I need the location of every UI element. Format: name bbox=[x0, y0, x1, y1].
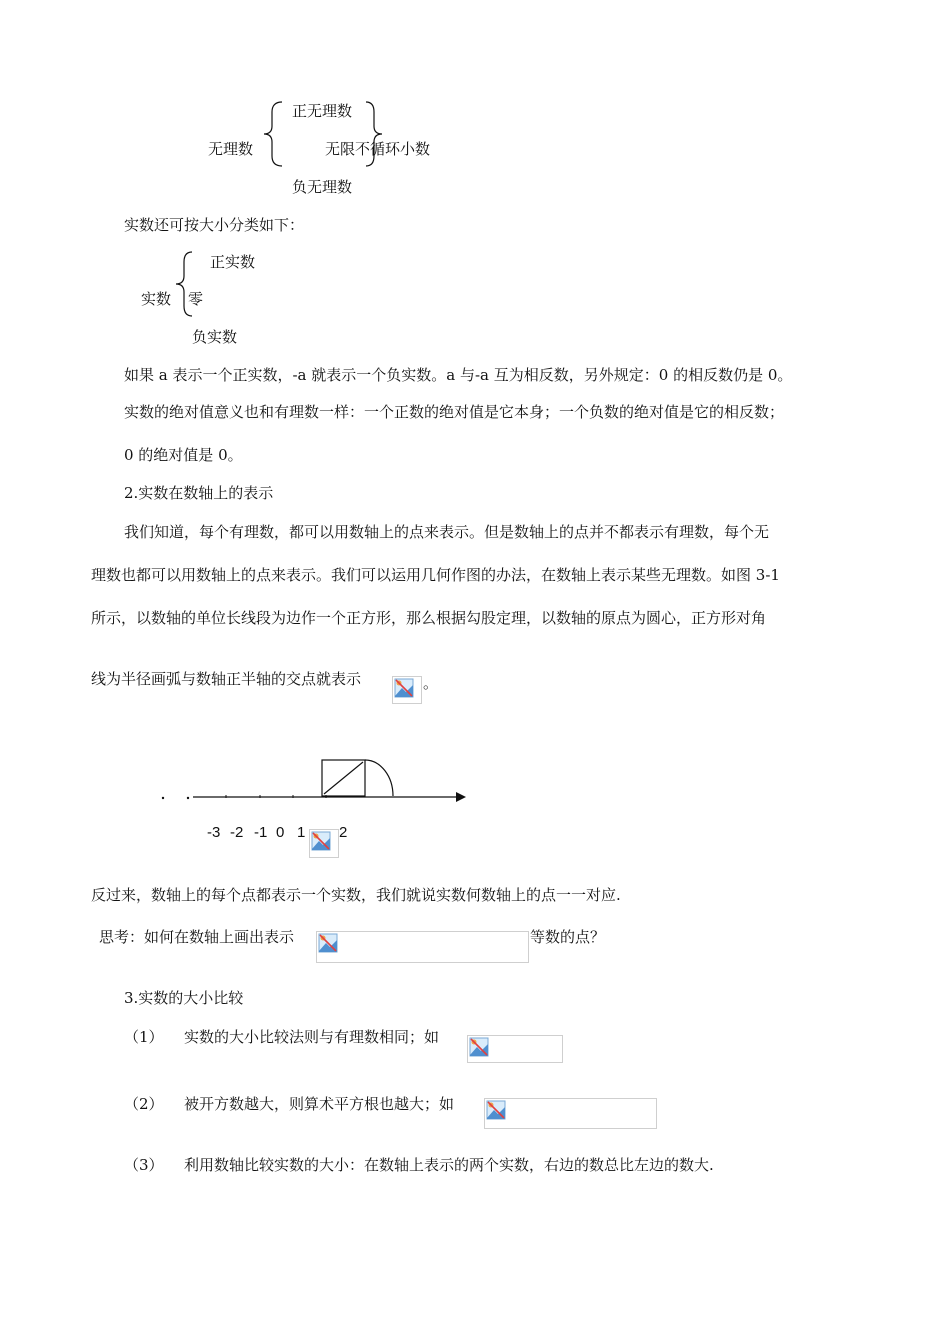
tick-label: -2 bbox=[230, 824, 244, 841]
irrational-root: 无理数 bbox=[208, 140, 254, 158]
tick-label: 0 bbox=[276, 824, 285, 841]
figure-dot bbox=[162, 797, 164, 799]
broken-image-icon bbox=[394, 678, 414, 698]
broken-image-icon bbox=[311, 831, 331, 851]
section3-title: 3.实数的大小比较 bbox=[124, 989, 244, 1007]
paragraph-abs-1: 实数的绝对值意义也和有理数一样：一个正数的绝对值是它本身；一个负数的绝对值是它的相反数； bbox=[124, 403, 785, 421]
paragraph-axis-4-end: 。 bbox=[423, 674, 439, 692]
tick-label: -3 bbox=[207, 824, 221, 841]
paragraph-opposite: 如果 a 表示一个正实数，-a 就表示一个负实数。a 与-a 互为相反数，另外规定：0 的相反数仍是 0。 bbox=[124, 366, 793, 384]
real-left-brace-icon bbox=[174, 250, 196, 318]
sqrt2-image bbox=[392, 676, 422, 704]
real-positive: 正实数 bbox=[210, 253, 256, 271]
item2-text: 被开方数越大，则算术平方根也越大；如 bbox=[184, 1095, 455, 1113]
think-suffix: 等数的点？ bbox=[530, 928, 606, 946]
item1-text: 实数的大小比较法则与有理数相同；如 bbox=[184, 1028, 440, 1046]
item1-number: （1） bbox=[124, 1028, 164, 1046]
paragraph-conversely: 反过来，数轴上的每个点都表示一个实数，我们就说实数何数轴上的点一一对应. bbox=[91, 886, 621, 904]
tick-label: 1 bbox=[297, 824, 306, 841]
number-line-figure bbox=[150, 752, 480, 812]
broken-image-icon bbox=[486, 1100, 506, 1120]
real-zero: 零 bbox=[188, 290, 204, 308]
item2-image bbox=[484, 1098, 657, 1129]
item2-number: （2） bbox=[124, 1095, 164, 1113]
paragraph-axis-2: 理数也都可以用数轴上的点来表示。我们可以运用几何作图的办法，在数轴上表示某些无理数。如图 3-1 bbox=[91, 566, 780, 584]
paragraph-axis-3: 所示，以数轴的单位长线段为边作一个正方形，那么根据勾股定理，以数轴的原点为圆心，正方形对角 bbox=[91, 609, 767, 627]
think-prefix: 思考：如何在数轴上画出表示 bbox=[99, 928, 295, 946]
section2-title: 2.实数在数轴上的表示 bbox=[124, 484, 274, 502]
think-image bbox=[316, 931, 529, 963]
item1-image bbox=[467, 1035, 563, 1063]
real-negative: 负实数 bbox=[192, 328, 238, 346]
broken-image-icon bbox=[469, 1037, 489, 1057]
item3-number: （3） bbox=[124, 1156, 164, 1174]
left-brace-icon bbox=[262, 100, 288, 168]
real-root: 实数 bbox=[141, 290, 172, 308]
irrational-middle: 无限不循环小数 bbox=[325, 140, 431, 158]
broken-image-icon bbox=[318, 933, 338, 953]
paragraph-axis-4: 线为半径画弧与数轴正半轴的交点就表示 bbox=[91, 670, 362, 688]
tick-label: 2 bbox=[339, 824, 348, 841]
square-diagonal bbox=[324, 762, 363, 794]
item3-text: 利用数轴比较实数的大小：在数轴上表示的两个实数，右边的数总比左边的数大. bbox=[184, 1156, 714, 1174]
right-brace-icon bbox=[364, 100, 384, 168]
irrational-negative: 负无理数 bbox=[292, 178, 353, 196]
size-classification-intro: 实数还可按大小分类如下： bbox=[124, 216, 305, 234]
figure-dot bbox=[187, 797, 189, 799]
tick-label: -1 bbox=[254, 824, 268, 841]
radius-arc bbox=[365, 760, 393, 796]
paragraph-axis-1: 我们知道，每个有理数，都可以用数轴上的点来表示。但是数轴上的点并不都表示有理数，每个无 bbox=[124, 523, 770, 541]
axis-arrow-icon bbox=[456, 792, 466, 802]
paragraph-abs-2: 0 的绝对值是 0。 bbox=[124, 446, 243, 464]
irrational-positive: 正无理数 bbox=[292, 102, 353, 120]
sqrt2-label-image bbox=[309, 829, 339, 858]
